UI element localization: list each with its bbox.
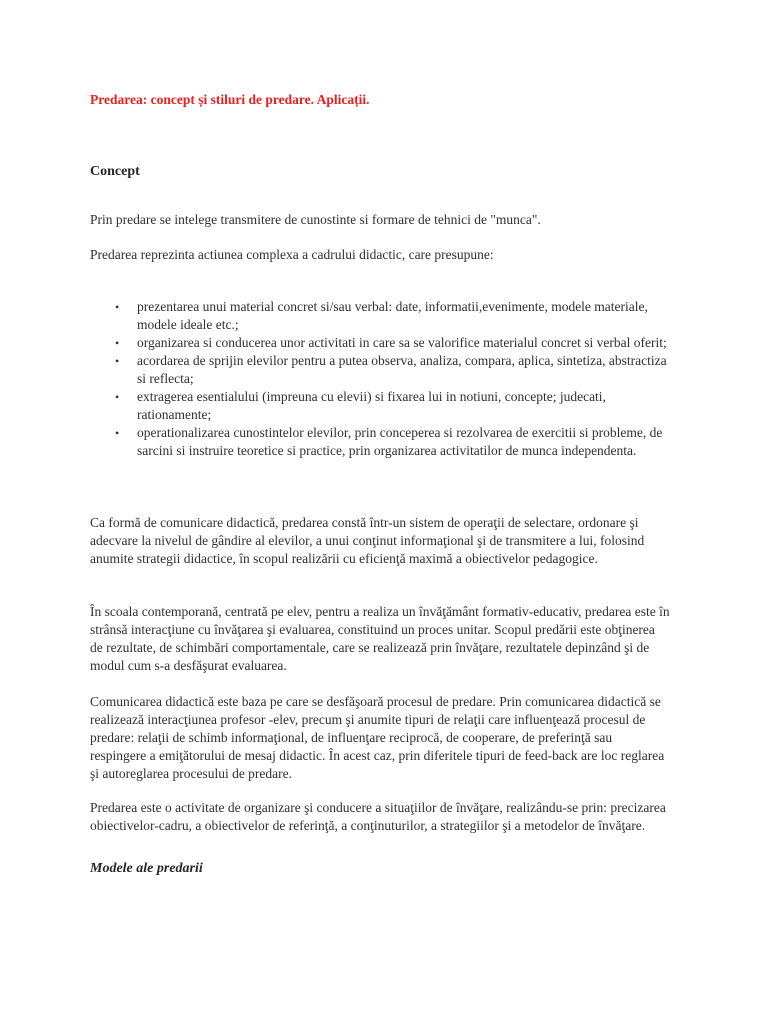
section-heading-models: Modele ale predarii [90, 861, 203, 876]
paragraph-communication-form: Ca formă de comunicare didactică, predarea constă într-un sistem de operaţii de selectare, ordonare şi adecvare la nivelul de gândire al elevilor, a unui conţinut informaţional şi de transmitere a lui, folosind anumite strategii didactice, în scopul realizării cu eficienţă maximă a obiectivelor pedagogice. [90, 515, 645, 566]
list-item-text: acordarea de sprijin elevilor pentru a putea observa, analiza, compara, aplica, sintetiza, abstractiza si reflecta; [137, 353, 667, 386]
list-item-text: extragerea esentialului (impreuna cu elevii) si fixarea lui in notiuni, concepte; judecati, rationamente; [137, 389, 606, 422]
paragraph-definition: Prin predare se intelege transmitere de cunostinte si formare de tehnici de "munca". [90, 212, 541, 227]
list-item-text: organizarea si conducerea unor activitati in care sa se valorifice materialul concret si verbal oferit; [137, 335, 667, 350]
paragraph-intro-list: Predarea reprezinta actiunea complexa a cadrului didactic, care presupune: [90, 247, 494, 262]
bullet-icon: • [115, 354, 120, 368]
list-item [90, 334, 670, 352]
bullet-icon: • [115, 300, 120, 314]
bullet-icon: • [115, 336, 120, 350]
list-item [90, 298, 670, 334]
bullet-icon: • [115, 426, 120, 440]
document-title: Predarea: concept și stiluri de predare. Aplicații. [90, 92, 370, 107]
paragraph-organization: Predarea este o activitate de organizare şi conducere a situaţiilor de învăţare, realizându-se prin: precizarea obiectivelor-cadru, a obiectivelor de referinţă, a conţinuturilor, a strategiilor şi a metodelor de învăţare. [90, 800, 666, 833]
section-heading-concept: Concept [90, 164, 140, 179]
list-item-text: prezentarea unui material concret si/sau verbal: date, informatii,evenimente, modele materiale, modele ideale etc.; [137, 299, 648, 332]
list-item [90, 424, 670, 460]
list-item-text: operationalizarea cunostintelor elevilor, prin conceperea si rezolvarea de exercitii si probleme, de sarcini si instruire teoretice si practice, prin organizarea activitatilor de munca independenta. [137, 425, 663, 458]
list-item [90, 388, 670, 424]
paragraph-contemporary-school: În scoala contemporană, centrată pe elev, pentru a realiza un învăţământ formativ-educativ, predarea este în strânsă interacţiune cu învăţarea şi evaluarea, constituind un proces unitar. Scopul predării este obţinerea de rezultate, de schimbări comportamentale, care se realizează prin învăţare, rezultatele depinzând şi de modul cum s-a desfăşurat evaluarea. [90, 604, 670, 673]
paragraph-didactic-communication: Comunicarea didactică este baza pe care se desfăşoară procesul de predare. Prin comunicarea didactică se realizează interacţiunea profesor -elev, precum şi anumite tipuri de relaţii care influenţează procesul de predare: relaţii de schimb informaţional, de influenţare reciprocă, de cooperare, de preferinţă sau respingere a emiţătorului de mesaj didactic. În acest caz, prin diferitele tipuri de feed-back are loc reglarea şi autoreglarea procesului de predare. [90, 694, 665, 781]
bullet-icon: • [115, 390, 120, 404]
list-item [90, 352, 670, 388]
bullet-list [90, 298, 670, 460]
